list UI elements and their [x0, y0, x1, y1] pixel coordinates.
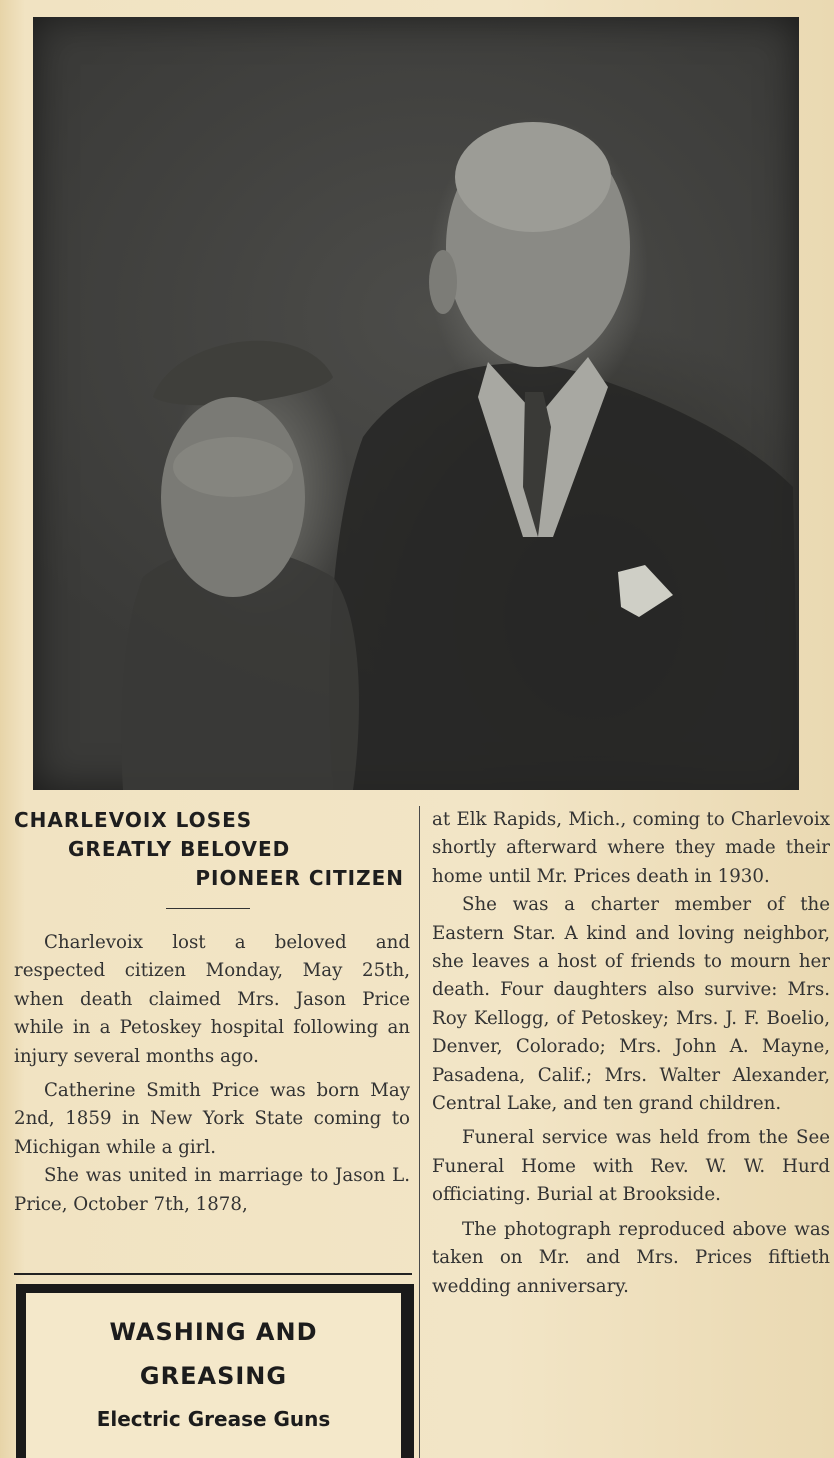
article-left-column: [14, 806, 410, 1219]
advertisement-line-1: WASHING AND: [109, 1318, 318, 1346]
paragraph: She was a charter member of the Eastern Star. A kind and loving neighbor, she leaves a host of friends to mourn her death. Four daughters also survive: Mrs. Roy Kellogg, of Petoskey; Mrs. J. F. Boelio, Denver, Colorado; Mrs. John A. Mayne, Pasadena, Calif.; Mrs. Walter Alexander, Central Lake, and ten grand children.: [432, 894, 830, 1115]
paragraph: Catherine Smith Price was born May 2nd, 1859 in New York State coming to Michigan while a girl.: [14, 1080, 410, 1158]
paragraph: She was united in marriage to Jason L. Price, October 7th, 1878,: [14, 1165, 410, 1215]
paragraph: Charlevoix lost a beloved and respected citizen Monday, May 25th, when death claimed Mrs. Jason Price while in a Petoskey hospital following an injury several months ago.: [14, 932, 410, 1067]
advertisement-content: [26, 1293, 401, 1458]
advertisement-box: [16, 1284, 414, 1458]
headline-line-1: CHARLEVOIX LOSES: [14, 808, 253, 832]
headline-line-3: PIONEER CITIZEN: [195, 866, 404, 890]
article-right-column: [432, 806, 830, 1301]
paragraph: at Elk Rapids, Mich., coming to Charlevoix shortly afterward where they made their home until Mr. Prices death in 1930.: [432, 809, 830, 887]
advertisement-line-2: GREASING: [139, 1362, 288, 1390]
column-divider: [419, 806, 420, 1458]
headline-line-2: GREATLY BELOVED: [68, 837, 291, 861]
paragraph: Funeral service was held from the See Funeral Home with Rev. W. W. Hurd officiating. Burial at Brookside.: [432, 1127, 830, 1206]
portrait-photograph: [33, 17, 799, 790]
section-rule: [14, 1273, 412, 1275]
headline-divider: [166, 908, 250, 909]
paragraph: The photograph reproduced above was taken on Mr. and Mrs. Prices fiftieth wedding anniversary.: [432, 1218, 830, 1297]
advertisement-line-3: Electric Grease Guns: [96, 1407, 331, 1431]
portrait-figures: [33, 17, 799, 790]
